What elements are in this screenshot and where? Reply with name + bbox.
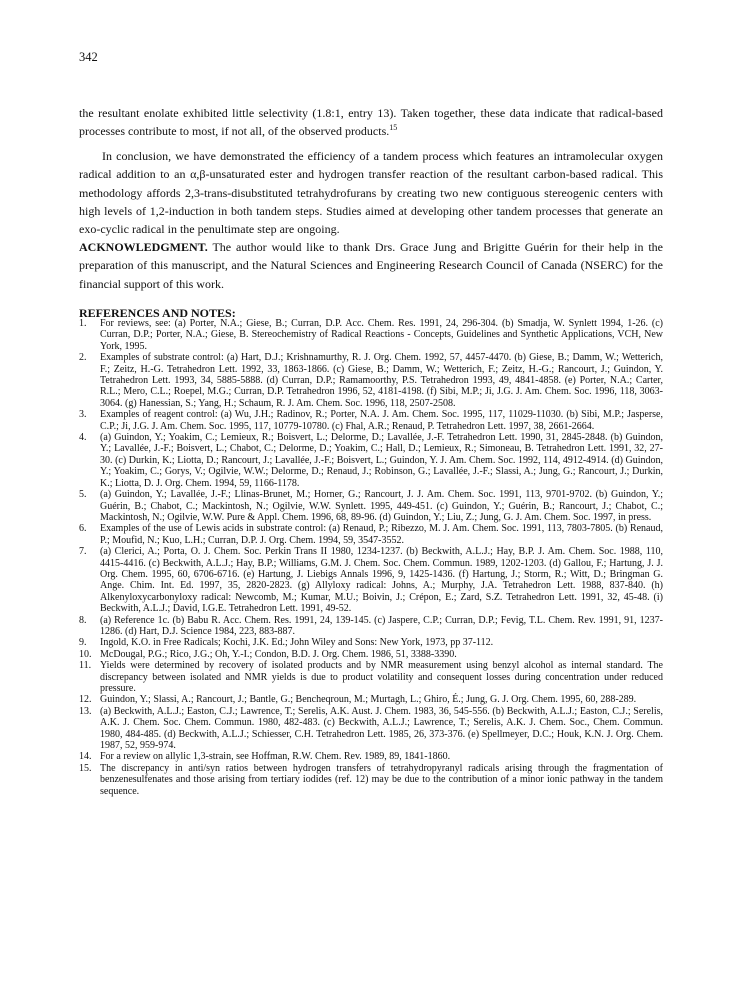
- reference-number: 8.: [79, 614, 87, 626]
- reference-number: 10.: [79, 648, 92, 660]
- reference-text: (a) Beckwith, A.L.J.; Easton, C.J.; Lawrence, T.; Serelis, A.K. Aust. J. Chem. 1983, 36, 545-556. (b) Beckwith, A.L.J.; Easton, C.J.; Serelis, A.K. J. Chem. Soc. Chem. Commun. 1980, 482-483. (c) Beckwith, A.L.J.; Lawrence, T.; Serelis, A.K. J. Chem. Soc., Chem. Commun. 1980, 484-485. (d) Beckwith, A.L.J.; Schiesser, C.H. Tetrahedron Lett. 1985, 26, 373-376. (e) Spellmeyer, D.C.; Houk, K.N. J. Org. Chem. 1987, 52, 959-974.: [100, 705, 663, 752]
- reference-item: [79, 546, 663, 614]
- reference-item: [79, 409, 663, 432]
- paragraph-1-text: the resultant enolate exhibited little selectivity (1.8:1, entry 13). Taken together, these data indicate that radical-based processes contribute to most, if not all, of the observed products.: [79, 106, 663, 139]
- reference-text: (a) Clerici, A.; Porta, O. J. Chem. Soc. Perkin Trans II 1980, 1234-1237. (b) Beckwith, A.L.J.; Hay, B.P. J. Am. Chem. Soc. 1988, 110, 4415-4416. (c) Beckwith, A.L.J.; Hay, B.P.; Williams, G.M. J. Chem. Soc. Chem. Commun. 1989, 1202-1203. (d) Gallou, F.; Hartung, J. J. Org. Chem. 1995, 60, 6706-6716. (e) Hartung, J. Liebigs Annals 1996, 9, 1425-1436. (f) Hartung, J.; Storm, R.; Witt, D.; Bringman G. Ange. Chim. Int. Ed. 1997, 35, 2820-2823. (g) Allyloxy radical: Johns, A.; Murphy, J.A. Tetrahedron Lett. 1988, 837-840. (h) Alkenyloxycarbonyloxy radical: Newcomb, M.; Kumar, M.U.; Boivin, J.; Crépon, E.; Zard, S.Z. Tetrahedron Lett. 1991, 32, 45-48. (i) Beckwith, A.L.J.; David, I.G.E. Tetrahedron Lett. 1991, 49-52.: [100, 546, 663, 615]
- reference-item: [79, 523, 663, 546]
- reference-item: [79, 694, 663, 705]
- acknowledgment-text: The author would like to thank Drs. Grace Jung and Brigitte Guérin for their help in the preparation of this manuscript, and the Natural Sciences and Engineering Research Council of Canada (NSERC) for the financial support of this work.: [79, 240, 663, 291]
- reference-number: 5.: [79, 489, 87, 501]
- reference-number: 13.: [79, 705, 92, 717]
- reference-text: (a) Guindon, Y.; Lavallée, J.-F.; Llinas-Brunet, M.; Horner, G.; Rancourt, J. J. Am. Chem. Soc. 1991, 113, 9701-9702. (b) Guindon, Y.; Guérin, B.; Chabot, C.; Mackintosh, N.; Ogilvie, W.W. Synlett. 1995, 449-451. (c) Guindon, Y.; Guérin, B.; Rancourt, J.; Chabot, C.; Mackintosh, N.; Ogilvie, W.W. Pure & Appl. Chem. 1996, 68, 89-96. (d) Guindon, Y.; Liu, Z.; Jung, G. J. Am. Chem. Soc. 1997, in press.: [100, 489, 663, 523]
- reference-text: Examples of the use of Lewis acids in substrate control: (a) Renaud, P.; Ribezzo, M. J. Am. Chem. Soc. 1991, 113, 7803-7805. (b) Renaud, P.; Moufid, N.; Kuo, L.H.; Curran, D.P. J. Org. Chem. 1994, 59, 3547-3552.: [100, 523, 663, 546]
- reference-item: [79, 751, 663, 762]
- reference-number: 4.: [79, 432, 87, 444]
- reference-number: 6.: [79, 523, 87, 535]
- reference-number: 2.: [79, 352, 87, 364]
- paragraph-2: In conclusion, we have demonstrated the efficiency of a tandem process which features an intramolecular oxygen radical addition to an α,β-unsaturated ester and hydrogen transfer reaction of the resultant carbon-based radical. This methodology affords 2,3-trans-disubstituted tetrahydrofurans by creating two new contiguous stereogenic centers with high levels of 1,2-induction in both tandem steps. Studies aimed at developing other tandem processes that generate an exo-cyclic radical in the penultimate step are ongoing.: [79, 149, 663, 237]
- reference-item: [79, 352, 663, 409]
- paragraph-1: [79, 104, 663, 141]
- page-number: 342: [79, 50, 98, 64]
- reference-number: 14.: [79, 751, 92, 763]
- reference-text: Examples of reagent control: (a) Wu, J.H.; Radinov, R.; Porter, N.A. J. Am. Chem. Soc. 1995, 117, 11029-11030. (b) Sibi, M.P.; Jasperse, C.P.; Ji, J.G. J. Am. Chem. Soc. 1995, 117, 10779-10780. (c) Fhal, A.R.; Renaud, P. Tetrahedron Lett. 1997, 38, 2661-2664.: [100, 409, 663, 432]
- acknowledgment-heading: ACKNOWLEDGMENT.: [79, 240, 208, 254]
- reference-item: [79, 706, 663, 752]
- reference-number: 1.: [79, 318, 87, 329]
- reference-text: Guindon, Y.; Slassi, A.; Rancourt, J.; Bantle, G.; Bencheqroun, M.; Murtagh, L.; Ghiro, É.; Jung, G. J. Org. Chem. 1995, 60, 288-289.: [100, 694, 637, 706]
- footnote-marker: 15: [389, 123, 398, 133]
- reference-text: The discrepancy in anti/syn ratios between hydrogen transfers of tetrahydropyranyl radicals arising through the fragmentation of benzenesulfenates and those arising from tertiary iodides (ref. 12) may be due to the contribution of a minor ionic pathway in the tandem sequence.: [100, 762, 663, 797]
- acknowledgment: [79, 238, 663, 293]
- reference-text: (a) Guindon, Y.; Yoakim, C.; Lemieux, R.; Boisvert, L.; Delorme, D.; Lavallée, J.-F. Tetrahedron Lett. 1990, 31, 2845-2848. (b) Guindon, Y.; Lavallée, J.-F.; Boisvert, L.; Chabot, C.; Delorme, D.; Yoakim, C.; Hall, D.; Lemieux, R.; Simoneau, B. Tetrahedron Lett. 1991, 32, 27-30. (c) Durkin, K.; Liotta, D.; Rancourt, J.; Lavallée, J.-F.; Boisvert, L.; Guindon, Y. J. Am. Chem. Soc. 1992, 114, 4912-4914. (d) Guindon, Y.; Yoakim, C.; Gorys, V.; Ogilvie, W.W.; Delorme, D.; Renaud, J.; Robinson, G.; Lavallée, J.-F.; Slassi, A.; Jung, G.; Rancourt, J.; Durkin, K.; Liotta, D. J. Org. Chem. 1994, 59, 1166-1178.: [100, 432, 663, 489]
- reference-item: [79, 763, 663, 797]
- reference-number: 7.: [79, 546, 87, 558]
- reference-text: (a) Reference 1c. (b) Babu R. Acc. Chem. Res. 1991, 24, 139-145. (c) Jaspere, C.P.; Curran, D.P.; Fevig, T.L. Chem. Rev. 1991, 91, 1237-1286. (d) Hart, D.J. Science 1984, 223, 883-887.: [100, 614, 663, 637]
- reference-number: 11.: [79, 660, 92, 672]
- reference-number: 3.: [79, 409, 87, 421]
- reference-text: For a review on allylic 1,3-strain, see Hoffman, R.W. Chem. Rev. 1989, 89, 1841-1860.: [100, 751, 451, 763]
- reference-item: [79, 649, 663, 660]
- reference-item: [79, 432, 663, 489]
- reference-item: [79, 660, 663, 694]
- reference-text: Ingold, K.O. in Free Radicals; Kochi, J.K. Ed.; John Wiley and Sons: New York, 1973, pp 37-112.: [100, 637, 494, 649]
- reference-item: [79, 318, 663, 352]
- reference-text: McDougal, P.G.; Rico, J.G.; Oh, Y.-I.; Condon, B.D. J. Org. Chem. 1986, 51, 3388-3390.: [100, 648, 457, 660]
- references-list: [79, 318, 663, 797]
- reference-item: [79, 637, 663, 648]
- reference-item: [79, 489, 663, 523]
- reference-number: 9.: [79, 637, 87, 649]
- reference-text: Examples of substrate control: (a) Hart, D.J.; Krishnamurthy, R. J. Org. Chem. 1992, 57, 4457-4470. (b) Giese, B.; Damm, W.; Wetterich, F.; Zeitz, H.-G. Tetrahedron Lett. 1992, 33, 1863-1866. (c) Giese, B.; Damm, W.; Wetterich, F.; Zeitz, H.-G.; Rancourt, J.; Guindon, Y. Tetrahedron Lett. 1993, 34, 5885-5888. (d) Curran, D.P.; Ramamoorthy, P.S. Tetrahedron 1993, 49, 4841-4858. (e) Porter, N.A.; Carter, R.L.; Mero, C.L.; Roepel, M.G.; Curran, D.P. Tetrahedron 1996, 52, 4181-4198. (f) Sibi, M.P.; Ji, J.G. J. Am. Chem. Soc. 1996, 118, 3063-3064. (g) Hanessian, S.; Yang, H.; Schaum, R. J. Am. Chem. Soc. 1996, 118, 2507-2508.: [100, 352, 663, 409]
- reference-item: [79, 615, 663, 638]
- reference-text: Yields were determined by recovery of isolated products and by NMR measurement using benzyl alcohol as internal standard. The discrepancy between isolated and NMR yields is due to product volatility and consequent losses during concentration under reduced pressure.: [100, 660, 663, 694]
- reference-text: For reviews, see: (a) Porter, N.A.; Giese, B.; Curran, D.P. Acc. Chem. Res. 1991, 24, 296-304. (b) Smadja, W. Synlett 1994, 1-26. (c) Curran, D.P.; Porter, N.A.; Giese, B. Stereochemistry of Radical Reactions - Concepts, Guidelines and Synthetic Applications, VCH, New York, 1995.: [100, 318, 663, 352]
- reference-number: 12.: [79, 694, 92, 706]
- references-heading: REFERENCES AND NOTES:: [79, 306, 236, 320]
- reference-number: 15.: [79, 762, 92, 774]
